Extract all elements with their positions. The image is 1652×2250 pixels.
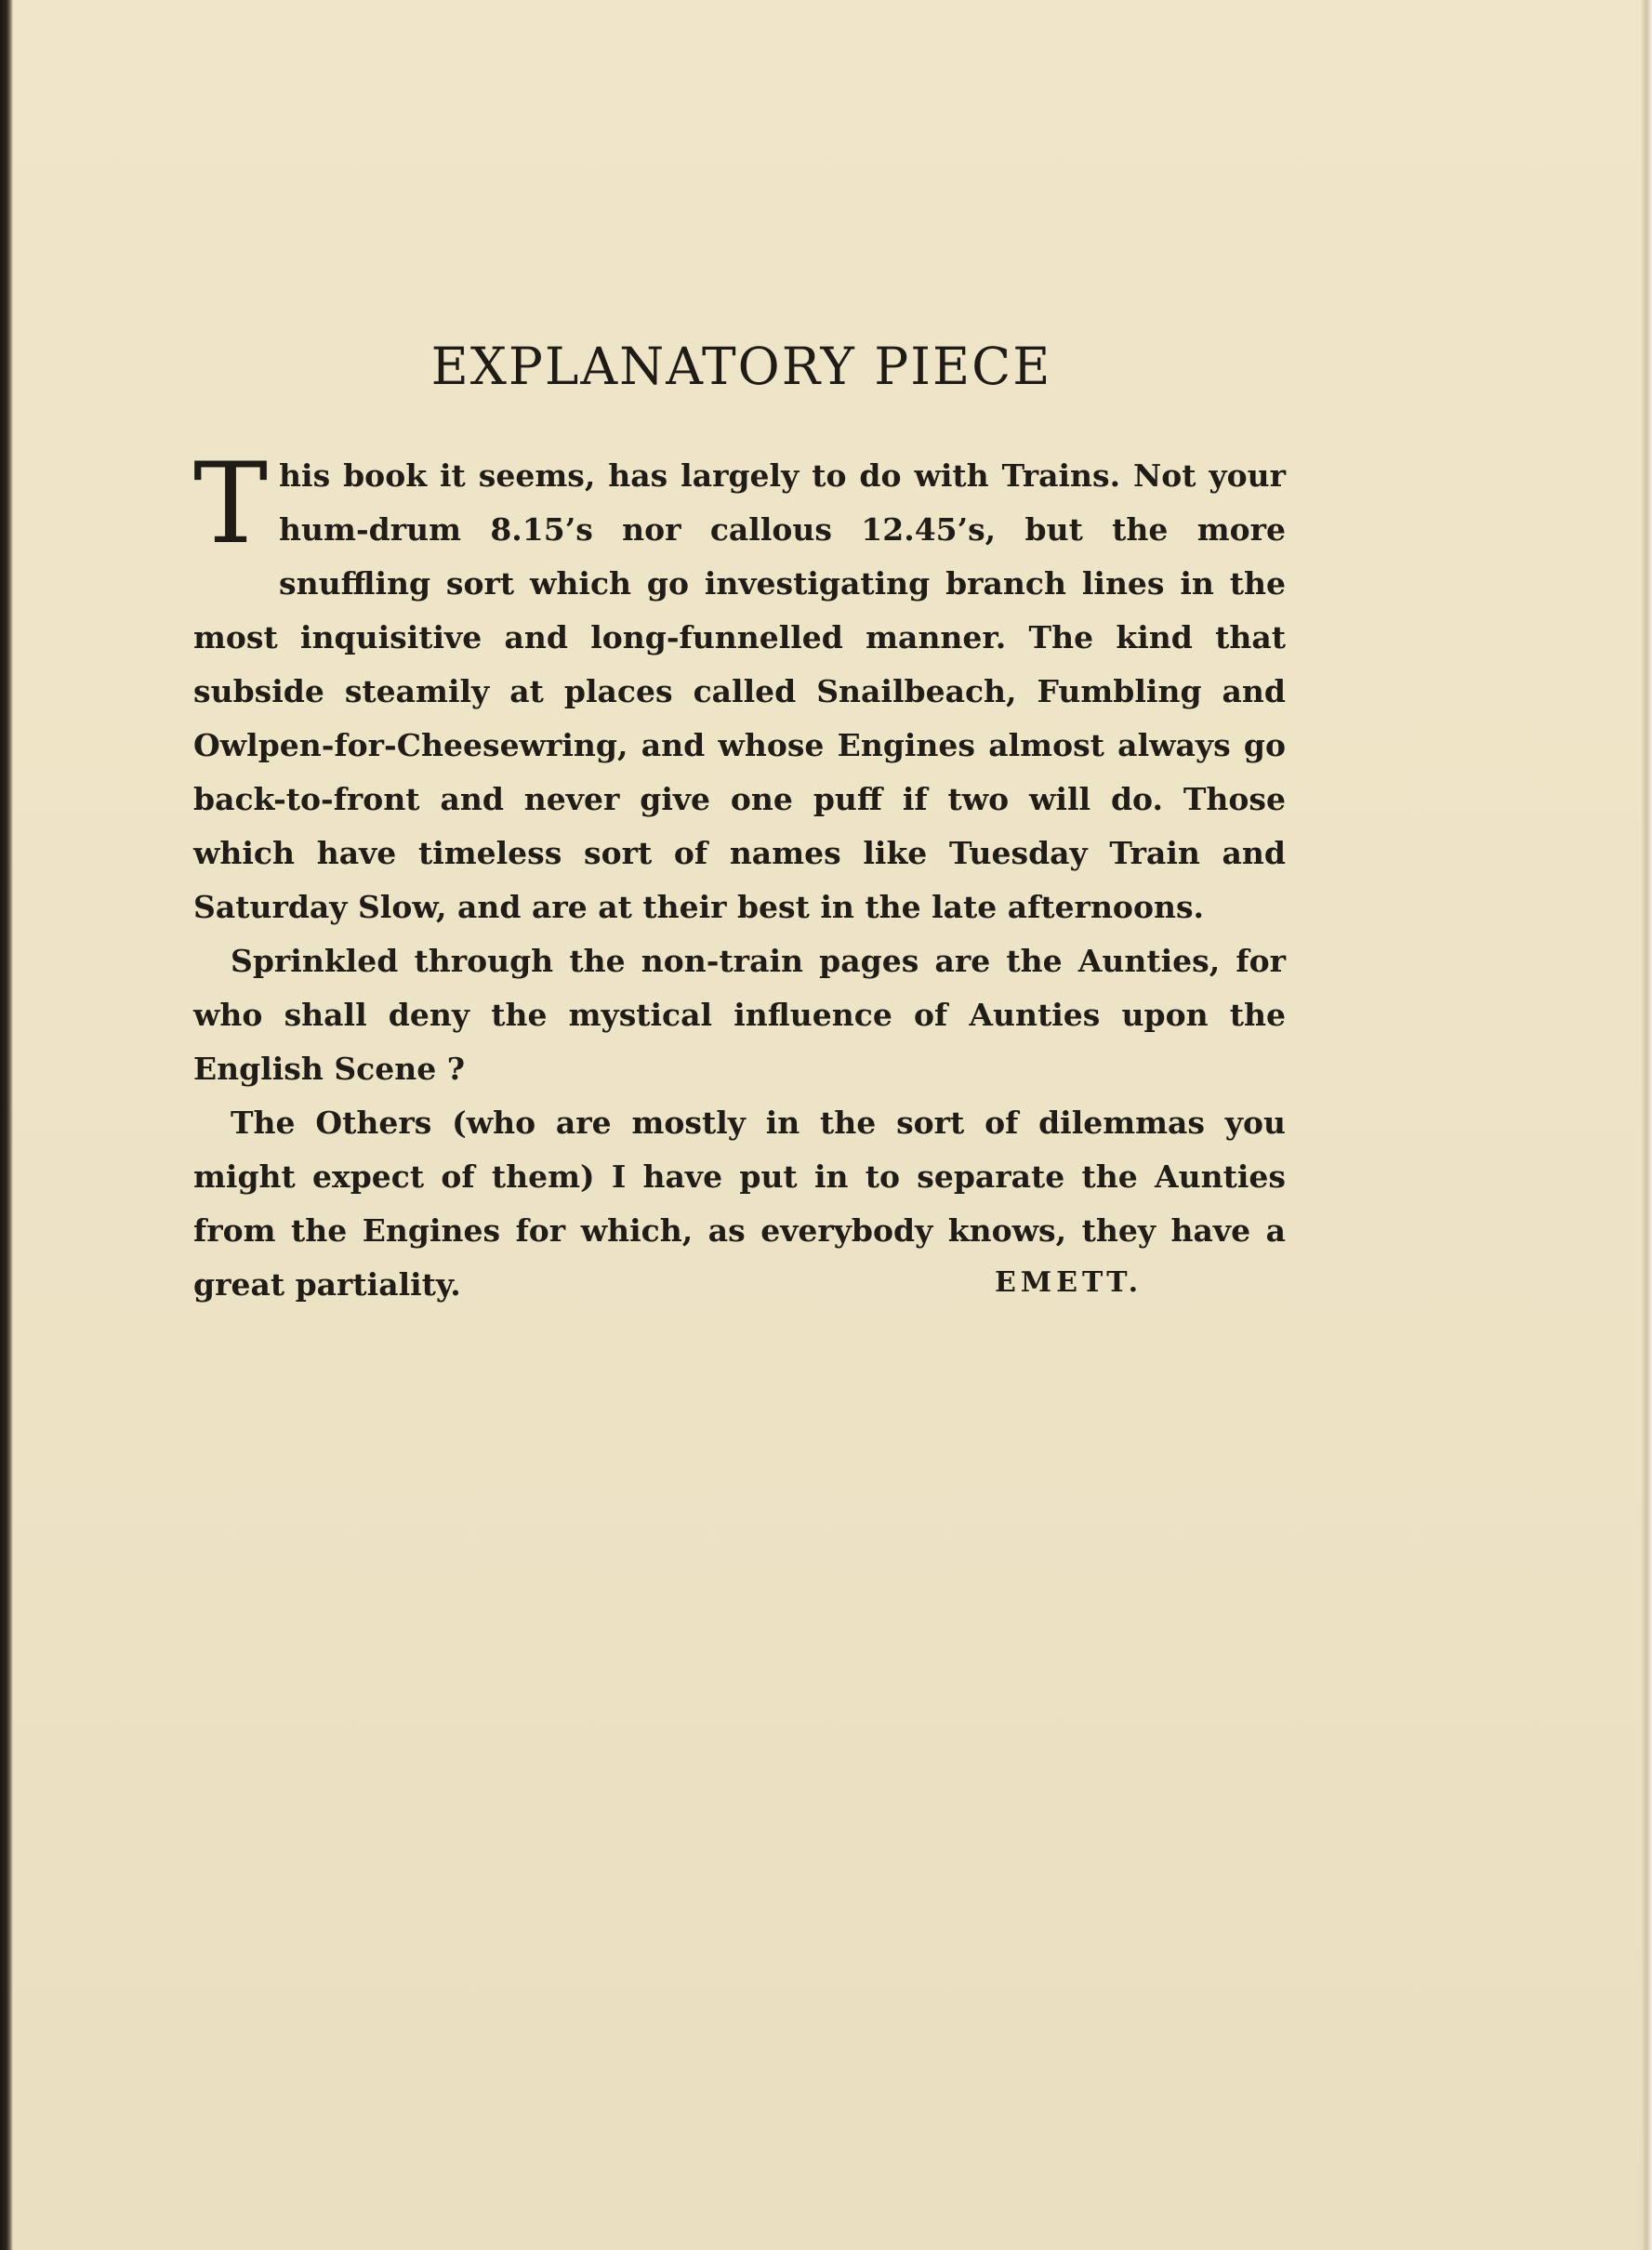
author-signature: EMETT. bbox=[995, 1266, 1143, 1299]
paragraph-1 bbox=[193, 440, 1286, 934]
paragraph-3: The Others (who are mostly in the sort of dilemmas you might expect of them) I have put in to separate the Aunties from the Engines for which, as everybody knows, they have a great partiality. bbox=[193, 1105, 1286, 1303]
page-title: EXPLANATORY PIECE bbox=[430, 337, 1052, 396]
body-text bbox=[193, 440, 1286, 1312]
drop-cap: T bbox=[193, 440, 269, 569]
paragraph-2: Sprinkled through the non-train pages are the Aunties, for who shall deny the mystical influence of Aunties upon the English Scene ? bbox=[193, 943, 1286, 1087]
page-edge bbox=[1641, 0, 1652, 2250]
paragraph-1-text: his book it seems, has largely to do with Trains. Not your hum-drum 8.15’s nor callous 12.45’s, but the more snuffling sort which go investigating branch lines in the most inquisitive and long-funnelled manner. The kind that subside steamily at places called Snailbeach, Fumbling and Owlpen-for-Cheesewring, and whose Engines almost always go back-to-front and never give one puff if two will do. Those which have timeless sort of names like Tuesday Train and Saturday Slow, and are at their best in the late afternoons. bbox=[193, 457, 1286, 925]
